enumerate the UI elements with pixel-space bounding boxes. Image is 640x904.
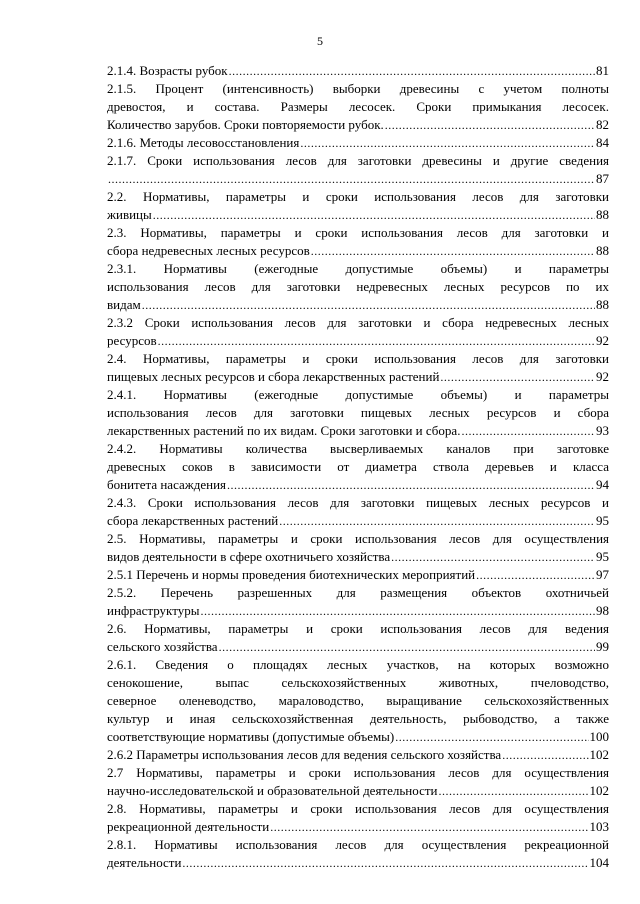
- toc-entry-text: сбора недревесных лесных ресурсов: [107, 243, 310, 258]
- toc-entry-text: живицы: [107, 207, 152, 222]
- toc-entry[interactable]: [107, 440, 609, 494]
- table-of-contents: [107, 62, 609, 872]
- toc-entry-last-line: [107, 332, 609, 350]
- toc-entry[interactable]: [107, 836, 609, 872]
- toc-entry[interactable]: [107, 350, 609, 386]
- toc-entry-last-line: [107, 368, 609, 386]
- toc-entry-text: научно-исследовательской и образовательной деятельности: [107, 783, 438, 798]
- toc-entry-last-line: [107, 854, 609, 872]
- toc-page-number: 99: [596, 639, 609, 654]
- toc-entry-text: 2.4.3. Сроки использования лесов для заготовки пищевых лесных ресурсов и: [107, 495, 609, 510]
- toc-entry-last-line: [107, 242, 609, 260]
- toc-entry-last-line: [107, 602, 609, 620]
- toc-entry-text: сельского хозяйства: [107, 639, 218, 654]
- toc-entry-text: северное оленеводство, мараловодство, выращивание сельскохозяйственных: [107, 693, 609, 708]
- toc-entry-text: 2.3.1. Нормативы (ежегодные допустимые объемы) и параметры: [107, 261, 609, 276]
- toc-page-number: 97: [596, 567, 609, 582]
- toc-page-number: 82: [596, 117, 609, 132]
- toc-entry-text: лекарственных растений по их видам. Сроки заготовки и сбора.: [107, 423, 461, 438]
- toc-entry-text: древесных соков в зависимости от диаметра ствола деревьев и класса: [107, 459, 609, 474]
- dot-leader: [219, 638, 595, 656]
- toc-page-number: 104: [589, 855, 609, 870]
- dot-leader: [439, 782, 589, 800]
- toc-entry-last-line: [107, 746, 609, 764]
- toc-entry-text: 2.6.2 Параметры использования лесов для ведения сельского хозяйства: [107, 747, 502, 762]
- toc-entry[interactable]: [107, 620, 609, 656]
- toc-entry-text: 2.5.1 Перечень и нормы проведения биотехнических мероприятий: [107, 567, 476, 582]
- toc-entry-last-line: [107, 116, 609, 134]
- dot-leader: [158, 332, 595, 350]
- toc-entry-text: 2.7 Нормативы, параметры и сроки использования лесов для осуществления: [107, 765, 609, 780]
- toc-entry-text: древостоя, и состава. Размеры лесосек. Сроки примыкания лесосек.: [107, 99, 609, 114]
- toc-entry[interactable]: [107, 80, 609, 134]
- toc-entry[interactable]: [107, 584, 609, 620]
- toc-entry-text: 2.5. Нормативы, параметры и сроки использования лесов для осуществления: [107, 531, 609, 546]
- toc-entry-text: 2.1.7. Сроки использования лесов для заготовки древесины и другие сведения: [107, 153, 609, 168]
- toc-entry-text: 2.4.2. Нормативы количества высверливаемых каналов при заготовке: [107, 441, 609, 456]
- dot-leader: [502, 746, 588, 764]
- toc-entry-text: Количество зарубов. Сроки повторяемости рубок.: [107, 117, 384, 132]
- toc-entry-text: 2.6. Нормативы, параметры и сроки использования лесов для ведения: [107, 621, 609, 636]
- toc-entry-last-line: [107, 818, 609, 836]
- toc-entry-last-line: [107, 62, 609, 80]
- toc-entry-text: пищевых лесных ресурсов и сбора лекарственных растений: [107, 369, 440, 384]
- toc-page-number: 88: [596, 207, 609, 222]
- dot-leader: [153, 206, 595, 224]
- toc-entry-text: 2.3. Нормативы, параметры и сроки использования лесов для заготовки и: [107, 225, 609, 240]
- toc-page-number: 103: [589, 819, 609, 834]
- toc-entry-text: 2.2. Нормативы, параметры и сроки использования лесов для заготовки: [107, 189, 609, 204]
- toc-entry-last-line: [107, 206, 609, 224]
- toc-page-number: 88: [596, 243, 609, 258]
- toc-entry-text: видам: [107, 297, 141, 312]
- toc-page-number: 98: [596, 603, 609, 618]
- toc-entry-last-line: [107, 296, 609, 314]
- toc-entry-last-line: [107, 728, 609, 746]
- toc-entry-text: 2.1.6. Методы лесовосстановления: [107, 135, 300, 150]
- toc-entry-last-line: [107, 476, 609, 494]
- toc-page-number: 92: [596, 333, 609, 348]
- toc-entry[interactable]: [107, 314, 609, 350]
- toc-entry-text: 2.8.1. Нормативы использования лесов для осуществления рекреационной: [107, 837, 609, 852]
- toc-entry-text: использования лесов для заготовки пищевых лесных ресурсов и сбора: [107, 405, 609, 420]
- toc-entry-text: сбора лекарственных растений: [107, 513, 279, 528]
- toc-entry[interactable]: [107, 386, 609, 440]
- dot-leader: [300, 134, 595, 152]
- toc-page-number: 100: [589, 729, 609, 744]
- dot-leader: [108, 170, 595, 188]
- dot-leader: [440, 368, 595, 386]
- toc-entry-text: 2.1.5. Процент (интенсивность) выборки древесины с учетом полноты: [107, 81, 609, 96]
- toc-page-number: 88: [596, 297, 609, 312]
- toc-entry-last-line: [107, 134, 609, 152]
- toc-entry[interactable]: [107, 566, 609, 584]
- toc-entry-text: 2.8. Нормативы, параметры и сроки использования лесов для осуществления: [107, 801, 609, 816]
- toc-entry-last-line: [107, 566, 609, 584]
- toc-entry-text: видов деятельности в сфере охотничьего хозяйства: [107, 549, 391, 564]
- toc-entry[interactable]: [107, 530, 609, 566]
- toc-entry-last-line: [107, 638, 609, 656]
- dot-leader: [182, 854, 588, 872]
- toc-entry[interactable]: [107, 62, 609, 80]
- toc-entry-text: деятельности: [107, 855, 182, 870]
- dot-leader: [279, 512, 595, 530]
- toc-entry-text: рекреационной деятельности: [107, 819, 270, 834]
- toc-entry-last-line: [107, 170, 609, 188]
- toc-page-number: 93: [596, 423, 609, 438]
- dot-leader: [200, 602, 595, 620]
- toc-entry[interactable]: [107, 260, 609, 314]
- toc-entry[interactable]: [107, 152, 609, 188]
- toc-entry-text: бонитета насаждения: [107, 477, 227, 492]
- dot-leader: [391, 548, 595, 566]
- toc-page-number: 92: [596, 369, 609, 384]
- toc-entry[interactable]: [107, 764, 609, 800]
- toc-entry-text: культур и иная сельскохозяйственная деятельность, рыбоводство, а также: [107, 711, 609, 726]
- toc-entry[interactable]: [107, 656, 609, 746]
- toc-page-number: 94: [596, 477, 609, 492]
- dot-leader: [142, 296, 595, 314]
- toc-entry[interactable]: [107, 494, 609, 530]
- toc-page-number: 81: [596, 63, 609, 78]
- toc-entry-last-line: [107, 512, 609, 530]
- toc-entry-text: сенокошение, выпас сельскохозяйственных животных, пчеловодство,: [107, 675, 609, 690]
- dot-leader: [227, 476, 595, 494]
- dot-leader: [311, 242, 595, 260]
- toc-entry-text: 2.4.1. Нормативы (ежегодные допустимые объемы) и параметры: [107, 387, 609, 402]
- toc-page-number: 84: [596, 135, 609, 150]
- toc-page-number: 102: [589, 783, 609, 798]
- toc-page-number: 95: [596, 513, 609, 528]
- toc-entry-text: 2.1.4. Возрасты рубок: [107, 63, 228, 78]
- dot-leader: [385, 116, 595, 134]
- toc-page-number: 87: [596, 171, 609, 186]
- toc-entry-last-line: [107, 422, 609, 440]
- toc-entry-text: ресурсов: [107, 333, 157, 348]
- dot-leader: [229, 62, 595, 80]
- dot-leader: [395, 728, 588, 746]
- toc-page-number: 95: [596, 549, 609, 564]
- toc-entry[interactable]: [107, 188, 609, 224]
- toc-entry-text: 2.4. Нормативы, параметры и сроки использования лесов для заготовки: [107, 351, 609, 366]
- dot-leader: [270, 818, 588, 836]
- toc-entry[interactable]: [107, 800, 609, 836]
- dot-leader: [476, 566, 595, 584]
- toc-entry[interactable]: [107, 134, 609, 152]
- toc-entry-last-line: [107, 782, 609, 800]
- toc-entry-text: соответствующие нормативы (допустимые объемы): [107, 729, 395, 744]
- toc-entry[interactable]: [107, 224, 609, 260]
- toc-entry-text: инфраструктуры: [107, 603, 200, 618]
- toc-entry-last-line: [107, 548, 609, 566]
- toc-entry-text: 2.3.2 Сроки использования лесов для заготовки и сбора недревесных лесных: [107, 315, 609, 330]
- toc-entry[interactable]: [107, 746, 609, 764]
- toc-entry-text: 2.5.2. Перечень разрешенных для размещения объектов охотничьей: [107, 585, 609, 600]
- dot-leader: [461, 422, 595, 440]
- toc-entry-text: использования лесов для заготовки недревесных лесных ресурсов по их: [107, 279, 609, 294]
- page-number: 5: [317, 34, 323, 48]
- toc-page-number: 102: [589, 747, 609, 762]
- toc-entry-text: 2.6.1. Сведения о площадях лесных участков, на которых возможно: [107, 657, 609, 672]
